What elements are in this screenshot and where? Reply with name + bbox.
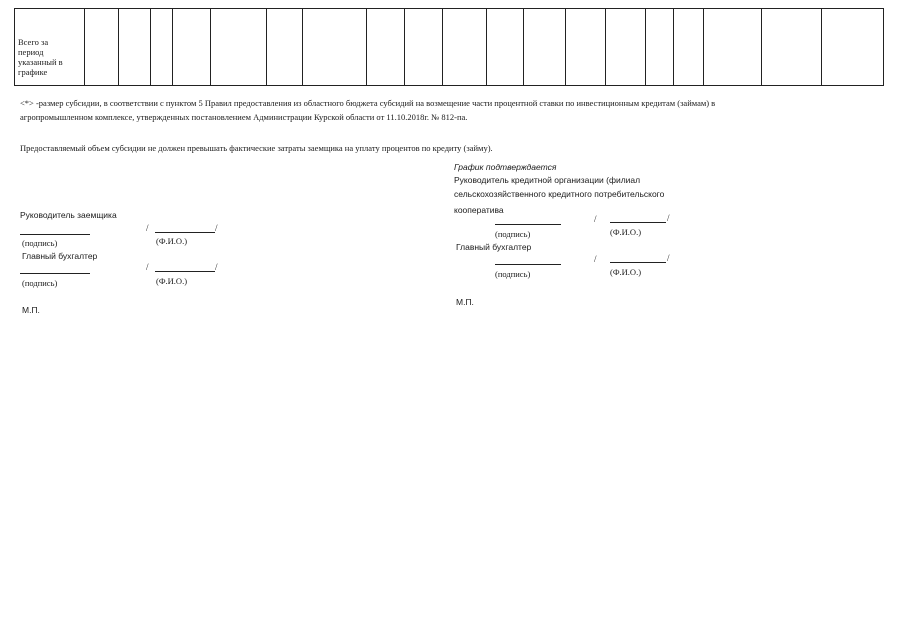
slash-separator: /: [146, 223, 149, 233]
slash-separator: /: [215, 223, 218, 233]
borrower-name-line: [155, 232, 215, 233]
slash-separator: /: [594, 254, 597, 264]
table-cell: [674, 9, 704, 86]
footnote-line-2: агропромышленном комплексе, утвержденных постановлением Администрации Курской области от 11.10.2018г. № 812-па.: [20, 112, 468, 122]
table-cell: [405, 9, 443, 86]
slash-separator: /: [215, 262, 218, 272]
name-caption: (Ф.И.О.): [156, 236, 188, 246]
name-caption: (Ф.И.О.): [156, 276, 188, 286]
table-cell: [173, 9, 211, 86]
creditor-signature-line: [495, 224, 561, 225]
stamp-placeholder: М.П.: [456, 297, 474, 307]
creditor-name-line: [610, 222, 666, 223]
borrower-signature-line: [20, 234, 90, 235]
table-cell: [646, 9, 674, 86]
creditor-head-title-line-1: Руководитель кредитной организации (филиал: [454, 175, 641, 185]
creditor-head-title-line-2: сельскохозяйственного кредитного потребительского: [454, 189, 665, 199]
table-cell: [211, 9, 267, 86]
table-cell: [524, 9, 566, 86]
slash-separator: /: [667, 253, 670, 263]
signature-caption: (подпись): [495, 229, 531, 239]
signature-caption: (подпись): [22, 238, 58, 248]
creditor-accountant-title: Главный бухгалтер: [456, 242, 532, 252]
borrower-accountant-title: Главный бухгалтер: [22, 251, 98, 261]
borrower-head-title: Руководитель заемщика: [20, 210, 117, 220]
row-label-total: Всего за период указанный в графике: [15, 9, 85, 86]
creditor-head-title-line-3: кооператива: [454, 205, 504, 215]
table-row-total: [15, 9, 884, 86]
table-cell: [367, 9, 405, 86]
accountant-name-line: [155, 271, 215, 272]
table-cell: [443, 9, 487, 86]
table-cell: [762, 9, 822, 86]
table-cell: [151, 9, 173, 86]
table-cell: [822, 9, 884, 86]
schedule-table-fragment: [14, 8, 884, 86]
table-cell: [566, 9, 606, 86]
slash-separator: /: [146, 262, 149, 272]
table-cell: [487, 9, 524, 86]
table-cell: [85, 9, 119, 86]
footnote-line-1: <*> -размер субсидии, в соответствии с пунктом 5 Правил предоставления из областного бюджета субсидий на возмещение части процентной ставки по инвестиционным кредитам (займам) в: [20, 98, 716, 108]
table-cell: [303, 9, 367, 86]
name-caption: (Ф.И.О.): [610, 267, 642, 277]
signature-caption: (подпись): [495, 269, 531, 279]
subsidy-notice: Предоставляемый объем субсидии не должен превышать фактические затраты заемщика на уплату процентов по кредиту (займу).: [20, 143, 493, 153]
table-cell: [704, 9, 762, 86]
slash-separator: /: [594, 214, 597, 224]
signature-caption: (подпись): [22, 278, 58, 288]
slash-separator: /: [667, 213, 670, 223]
creditor-accountant-name-line: [610, 262, 666, 263]
creditor-accountant-signature-line: [495, 264, 561, 265]
schedule-confirmed: График подтверждается: [454, 162, 557, 172]
table-cell: [606, 9, 646, 86]
table-cell: [119, 9, 151, 86]
accountant-signature-line: [20, 273, 90, 274]
stamp-placeholder: М.П.: [22, 305, 40, 315]
name-caption: (Ф.И.О.): [610, 227, 642, 237]
table-cell: [267, 9, 303, 86]
